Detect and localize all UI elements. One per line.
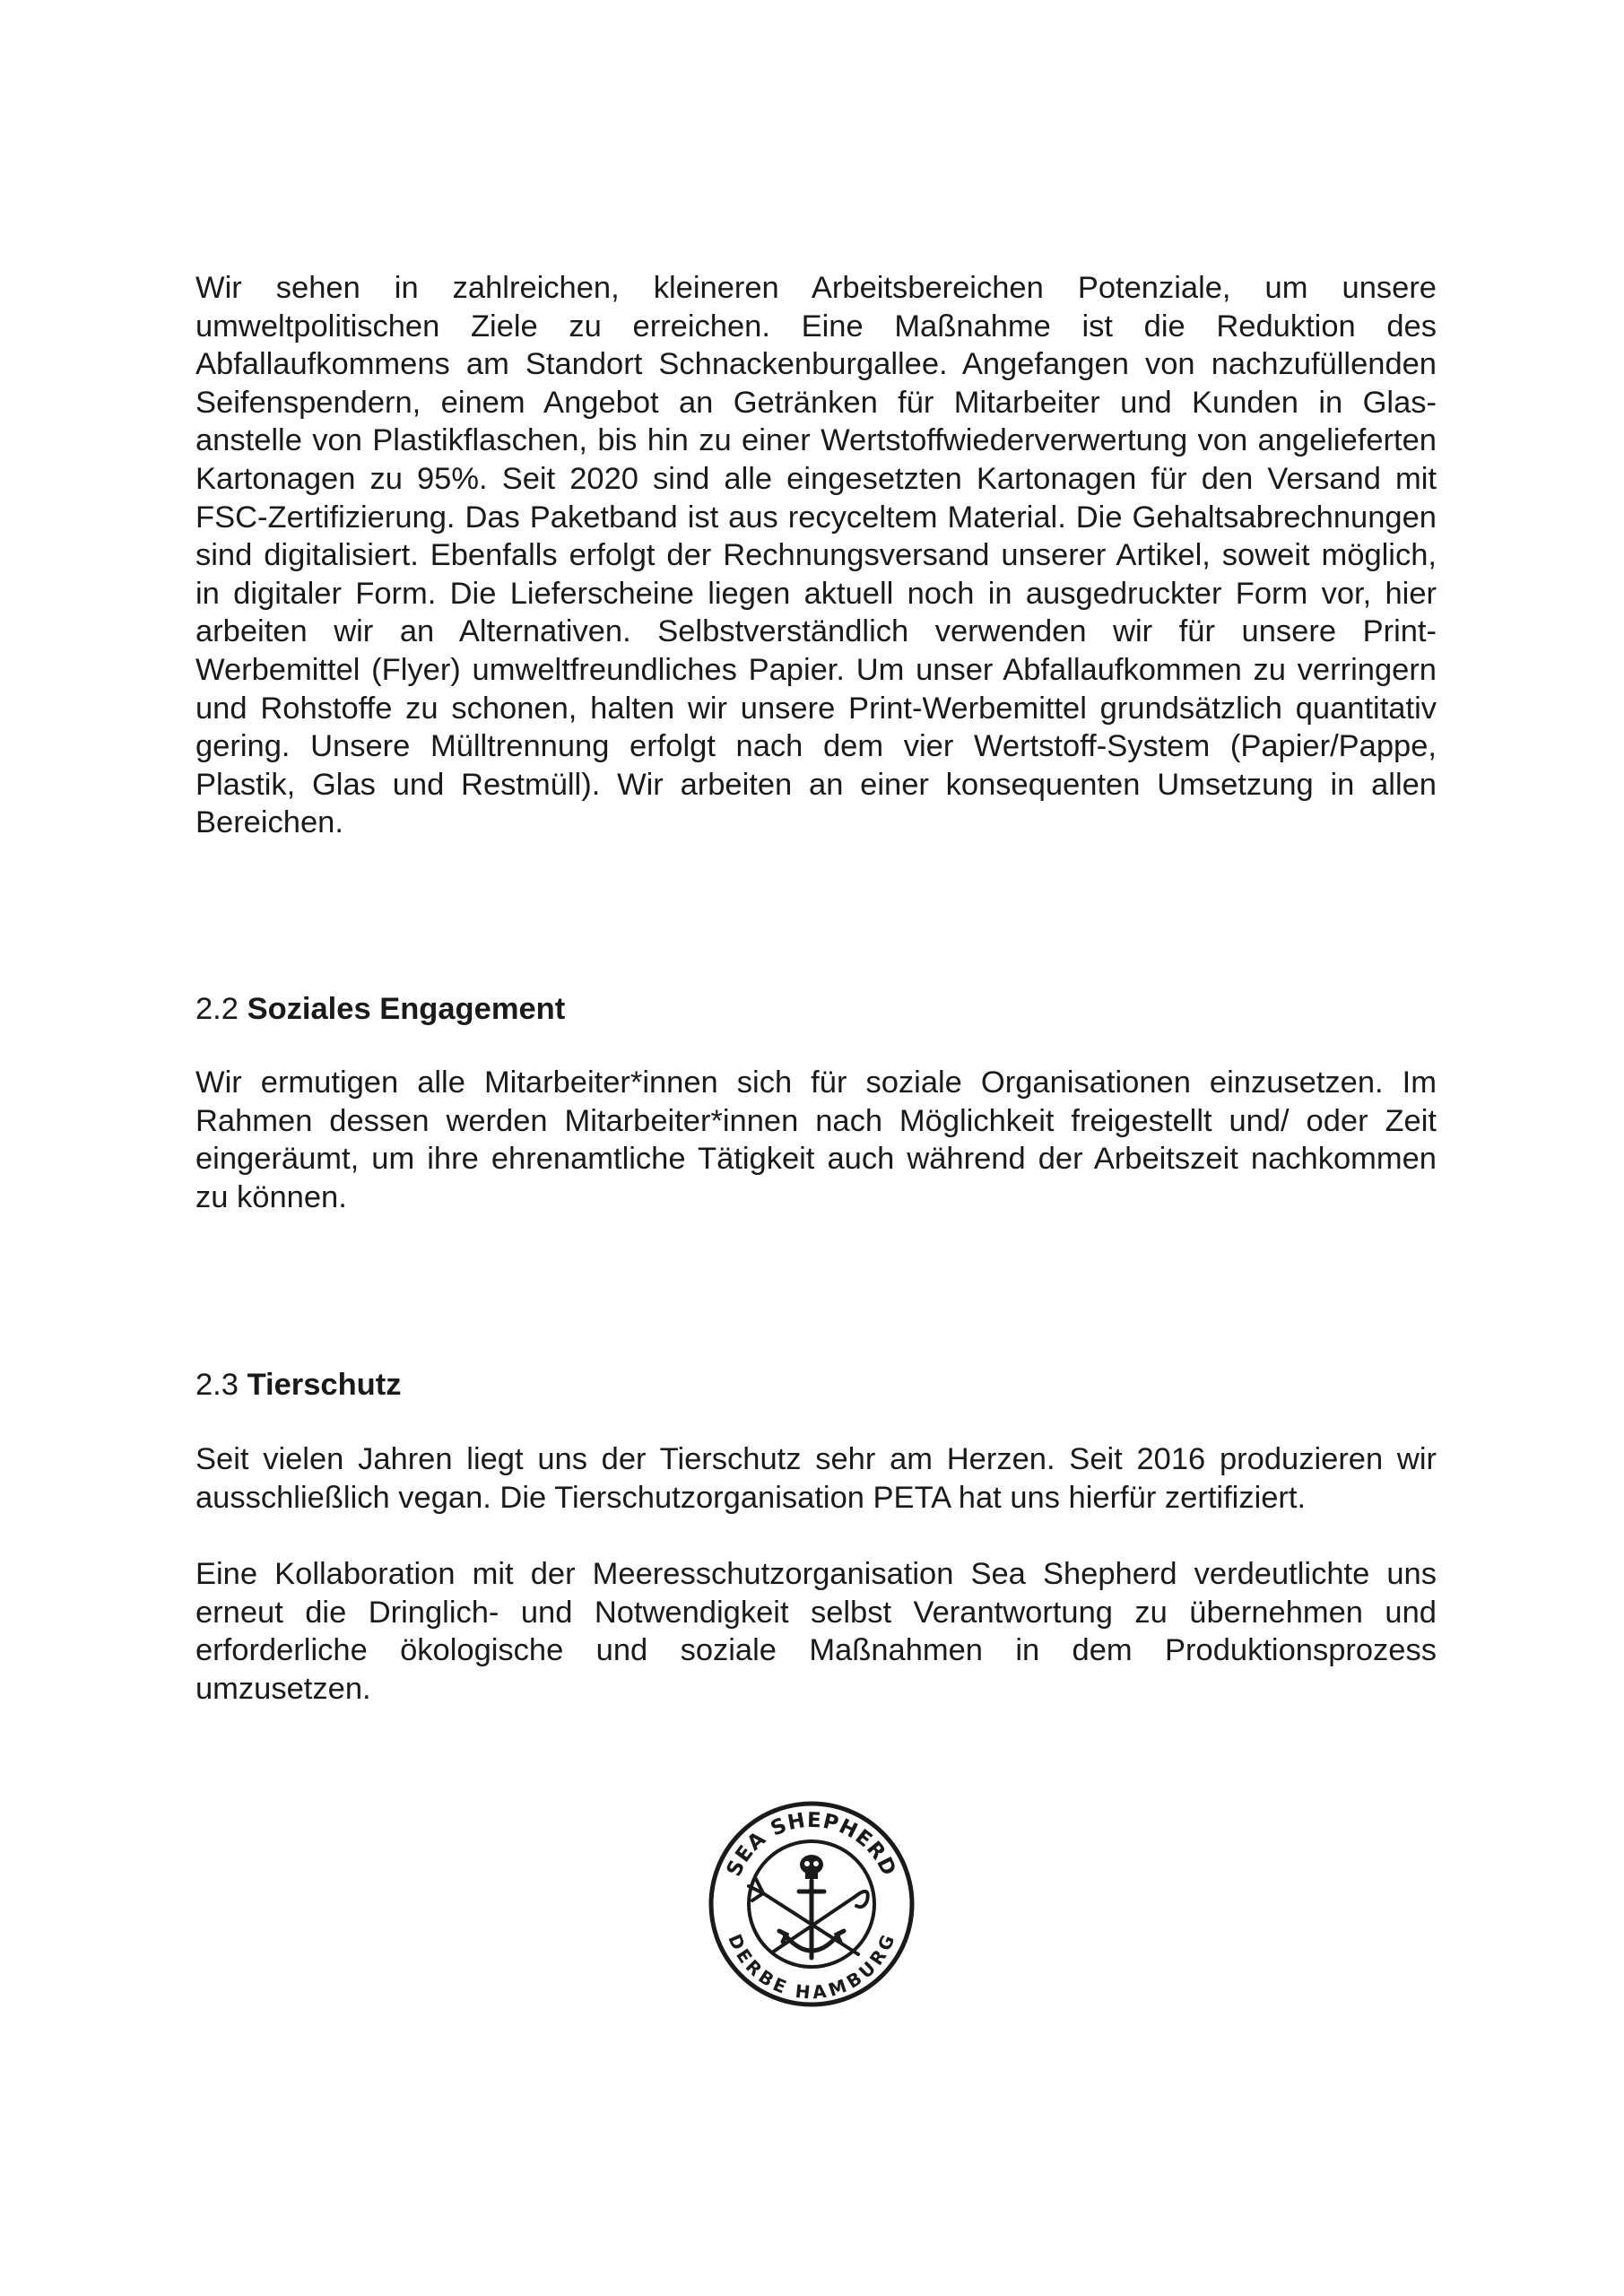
- environment-paragraph-block: [195, 269, 1437, 842]
- section-number: 2.3: [195, 1368, 239, 1402]
- animal-paragraph-2: Eine Kollaboration mit der Meeresschutzorganisation Sea Shepherd verdeutlichte uns erneut die Dringlich- und Notwendigkeit selbst Verantwortung zu übernehmen und erforderliche ökologische und soziale Maßnahmen in dem Produktionsprozess umzusetzen.: [195, 1557, 1437, 1706]
- environment-paragraph: Wir sehen in zahlreichen, kleineren Arbeitsbereichen Potenziale, um unsere umweltpolitischen Ziele zu erreichen. Eine Maßnahme ist die Reduktion des Abfallaufkommens am Standort Schnackenburgallee. Angefangen von nachzufüllenden Seifenspendern, einem Angebot an Getränken für Mitarbeiter und Kunden in Glas- anstelle von Plastikflaschen, bis hin zu einer Wertstoffwiederverwertung von angelieferten Kartonagen zu 95%. Seit 2020 sind alle eingesetzten Kartonagen für den Versand mit FSC-Zertifizierung. Das Paketband ist aus recyceltem Material. Die Gehaltsabrechnungen sind digitalisiert. Ebenfalls erfolgt der Rechnungsversand unserer Artikel, soweit möglich, in digitaler Form. Die Lieferscheine liegen aktuell noch in ausgedruckter Form vor, hier arbeiten wir an Alternativen. Selbstverständlich verwenden wir für unsere Print-Werbemittel (Flyer) umweltfreundliches Papier. Um unser Abfallaufkommen zu verringern und Rohstoffe zu schonen, halten wir unsere Print-Werbemittel grundsätzlich quantitativ gering. Unsere Mülltrennung erfolgt nach dem vier Wertstoff-System (Papier/Pappe, Plastik, Glas und Restmüll). Wir arbeiten an einer konsequenten Umsetzung in allen Bereichen.: [195, 271, 1437, 840]
- social-paragraph-block: [195, 1064, 1437, 1216]
- animal-paragraph-2-block: [195, 1555, 1437, 1708]
- section-title: Soziales Engagement: [247, 992, 566, 1026]
- animal-paragraph-1-block: [195, 1440, 1437, 1517]
- anchor-icon: [779, 1881, 844, 1958]
- logo-bottom-text: DERBE HAMBURG: [724, 1930, 899, 2004]
- section-heading-animal: [195, 1366, 1437, 1405]
- section-number: 2.2: [195, 992, 239, 1026]
- social-paragraph: Wir ermutigen alle Mitarbeiter*innen sich für soziale Organisationen einzusetzen. Im Rahmen dessen werden Mitarbeiter*innen nach Möglichkeit freigestellt und/ oder Zeit eingeräumt, um ihre ehrenamtliche Tätigkeit auch während der Arbeitszeit nachkommen zu können.: [195, 1065, 1437, 1214]
- logo-top-text: SEA SHEPHERD: [722, 1808, 901, 1881]
- sea-shepherd-logo: [708, 1800, 916, 2008]
- skull-icon: [800, 1855, 823, 1879]
- section-heading-social: [195, 990, 1437, 1029]
- staff-icon: [772, 1892, 868, 1952]
- section-title: Tierschutz: [247, 1368, 402, 1402]
- animal-paragraph-1: Seit vielen Jahren liegt uns der Tierschutz sehr am Herzen. Seit 2016 produzieren wir ausschließlich vegan. Die Tierschutzorganisation PETA hat uns hierfür zertifiziert.: [195, 1442, 1437, 1515]
